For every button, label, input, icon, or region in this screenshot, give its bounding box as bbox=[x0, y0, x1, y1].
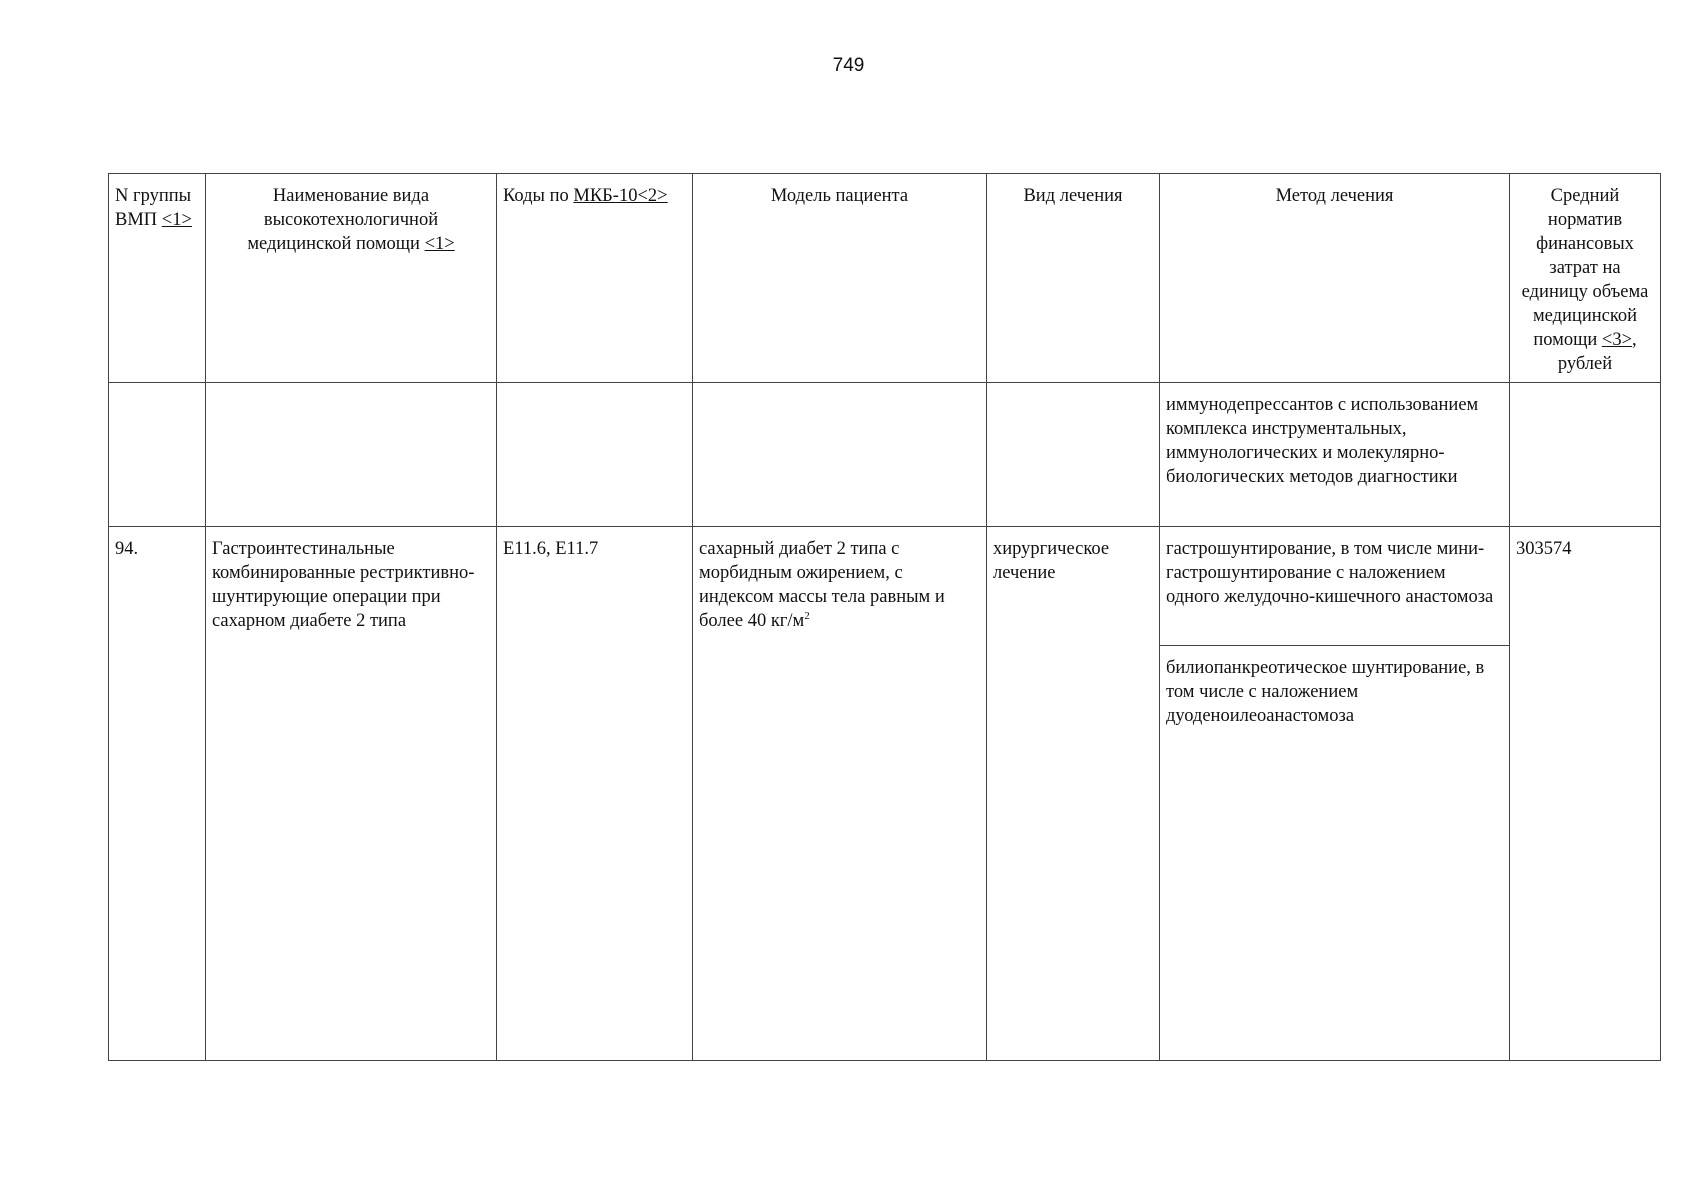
header-group-number: N группы ВМП <1> bbox=[109, 174, 206, 383]
icd10-ref-link[interactable]: МКБ-10<2> bbox=[573, 186, 668, 206]
footnote-ref-3[interactable]: <3> bbox=[1601, 330, 1633, 350]
header-treatment-type: Вид лечения bbox=[987, 174, 1160, 383]
header-treatment-method: Метод лечения bbox=[1160, 174, 1510, 383]
table-cell bbox=[693, 383, 987, 527]
table-cell bbox=[1510, 383, 1661, 527]
header-care-type-name: Наименование вида высокотехнологичной медицинской помощи <1> bbox=[206, 174, 497, 383]
table-cell bbox=[109, 383, 206, 527]
continuation-row bbox=[109, 383, 1661, 527]
table-cell bbox=[497, 383, 693, 527]
header-icd-codes: Коды по МКБ-10<2> bbox=[497, 174, 693, 383]
vmp-table bbox=[108, 173, 1661, 1061]
header-patient-model: Модель пациента bbox=[693, 174, 987, 383]
patient-model-cell: сахарный диабет 2 типа с морбидным ожирением, с индексом массы тела равным и более 40 $кг/м^2$ bbox=[693, 527, 987, 1061]
treatment-type-cell: хирургическое лечение bbox=[987, 527, 1160, 1061]
table-cell bbox=[987, 383, 1160, 527]
icd-codes-cell: E11.6, E11.7 bbox=[497, 527, 693, 1061]
treatment-method-cell: билиопанкреотическое шунтирование, в том числе с наложением дуоденоилеоанастомоза bbox=[1160, 646, 1510, 1061]
footnote-ref-1[interactable]: <1> bbox=[424, 234, 455, 254]
header-average-cost: Средний норматив финансовых затрат на единицу объема медицинской помощи <3>, рублей bbox=[1510, 174, 1661, 383]
table-row bbox=[109, 527, 1661, 646]
footnote-ref-1[interactable]: <1> bbox=[161, 210, 192, 230]
average-cost-cell: 303574 bbox=[1510, 527, 1661, 1061]
table-header-row bbox=[109, 174, 1661, 383]
care-type-name-cell: Гастроинтестинальные комбинированные рестриктивно-шунтирующие операции при сахарном диабете 2 типа bbox=[206, 527, 497, 1061]
continuation-method-cell: иммунодепрессантов с использованием комплекса инструментальных, иммунологических и молекулярно-биологических методов диагностики bbox=[1160, 383, 1510, 527]
group-number-cell: 94. bbox=[109, 527, 206, 1061]
table-cell bbox=[206, 383, 497, 527]
treatment-method-cell: гастрошунтирование, в том числе мини-гастрошунтирование с наложением одного желудочно-кишечного анастомоза bbox=[1160, 527, 1510, 646]
page-number: 749 bbox=[832, 55, 865, 76]
